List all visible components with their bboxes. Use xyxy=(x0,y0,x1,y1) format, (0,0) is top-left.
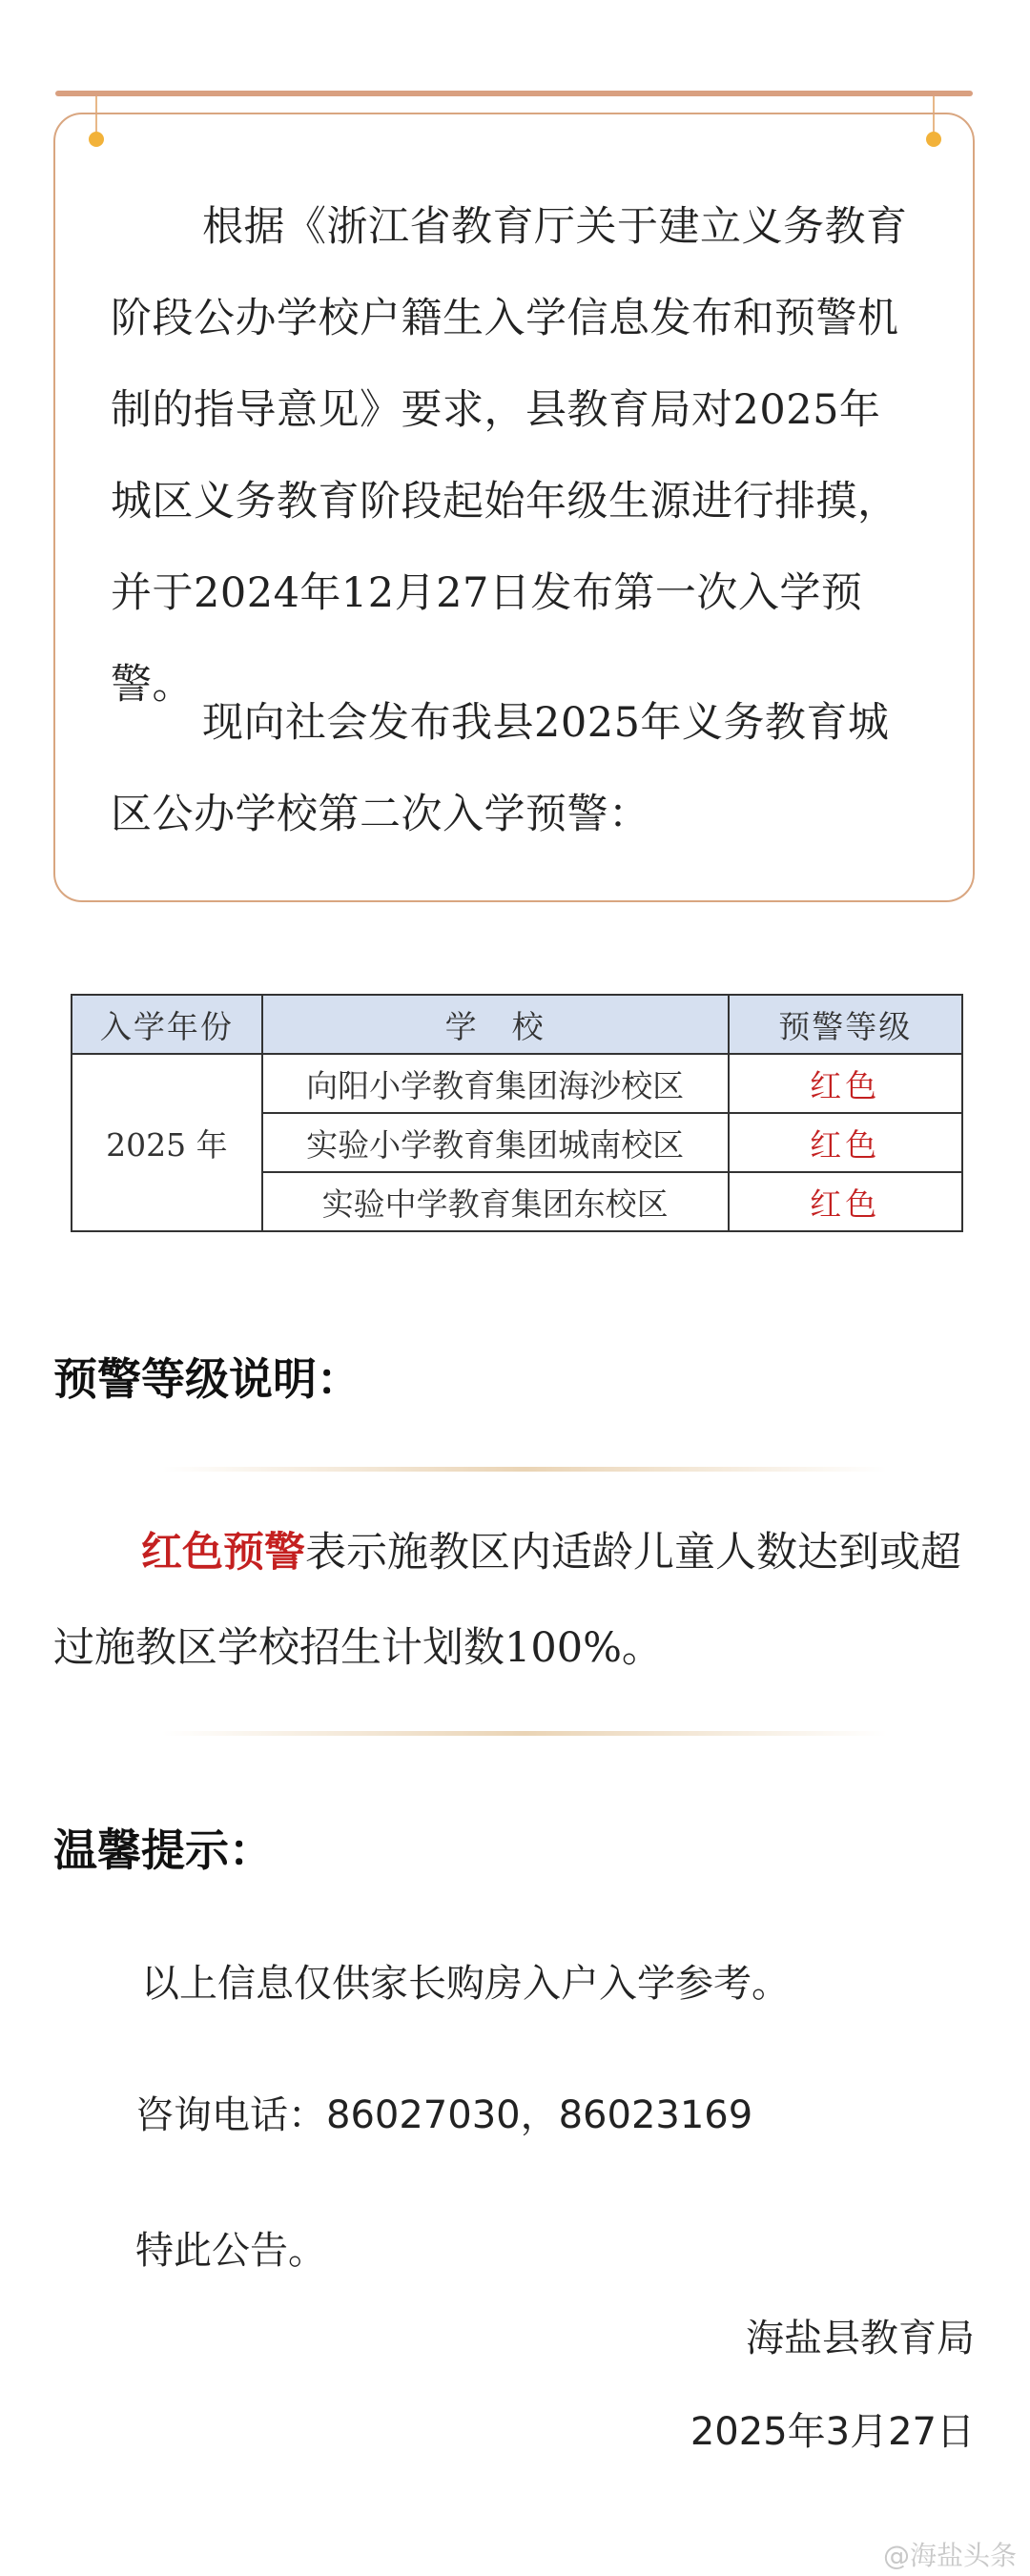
header-year: 入学年份 xyxy=(72,995,262,1054)
signature-org: 海盐县教育局 xyxy=(746,2317,975,2360)
cell-school: 实验中学教育集团东校区 xyxy=(262,1172,729,1231)
divider-bottom xyxy=(162,1731,887,1736)
signature-date: 2025年3月27日 xyxy=(690,2410,975,2454)
tips-heading: 温馨提示： xyxy=(53,1824,273,1876)
tip-line-contact: 咨询电话：86027030，86023169 xyxy=(135,2093,753,2137)
divider-top xyxy=(162,1467,887,1472)
tip-line-notice: 特此公告。 xyxy=(135,2229,326,2273)
header-school: 学 校 xyxy=(262,995,729,1054)
legend-highlight: 红色预警 xyxy=(141,1529,305,1577)
tip-line-1: 以上信息仅供家长购房入户入学参考。 xyxy=(141,1962,790,2006)
cell-level: 红色 xyxy=(729,1172,962,1231)
legend-heading: 预警等级说明： xyxy=(53,1353,360,1405)
cell-school: 向阳小学教育集团海沙校区 xyxy=(262,1054,729,1113)
table-row xyxy=(72,1054,962,1113)
cell-level: 红色 xyxy=(729,1054,962,1113)
legend-paragraph xyxy=(53,1505,978,1696)
table-header-row xyxy=(72,995,962,1054)
header-level: 预警等级 xyxy=(729,995,962,1054)
top-decor-bar xyxy=(55,91,973,96)
cell-level: 红色 xyxy=(729,1113,962,1172)
legend-text: 表示施教区内适龄儿童人数达到或超过施教区学校招生计划数100%。 xyxy=(53,1529,961,1672)
cell-school: 实验小学教育集团城南校区 xyxy=(262,1113,729,1172)
warning-table xyxy=(71,994,963,1232)
cell-year: 2025 年 xyxy=(72,1054,262,1231)
intro-paragraph-2: 现向社会发布我县2025年义务教育城区公办学校第二次入学预警： xyxy=(111,699,890,838)
intro-paragraph-1: 根据《浙江省教育厅关于建立义务教育阶段公办学校户籍生入学信息发布和预警机制的指导意见》要求，县教育局对2025年城区义务教育阶段起始年级生源进行排摸，并于2024年12月27日发布第一次入学预警。 xyxy=(111,203,908,709)
watermark: @海盐头条 xyxy=(882,2540,1017,2571)
